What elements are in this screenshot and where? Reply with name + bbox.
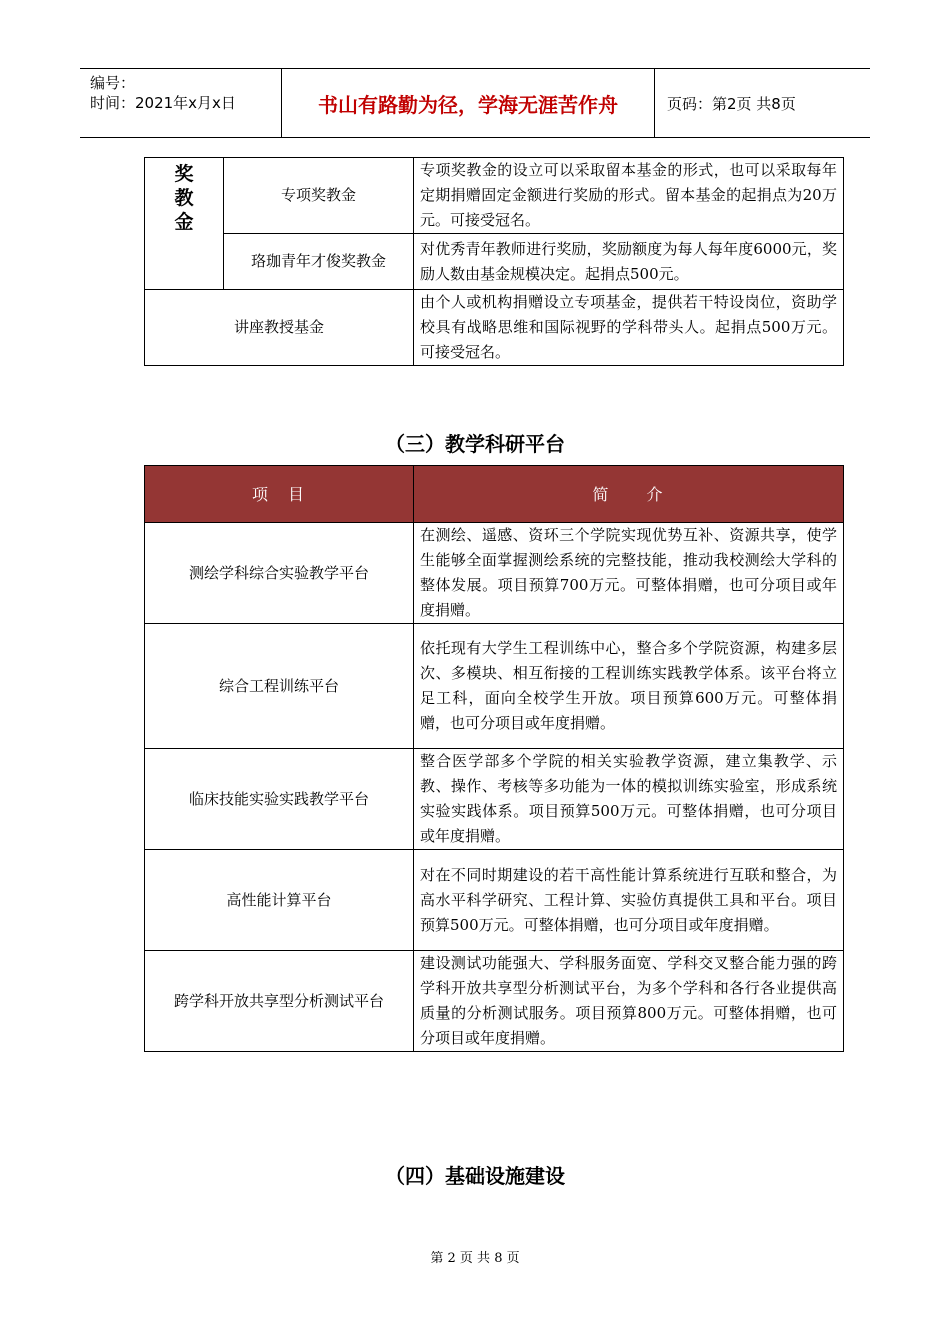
platform-desc: 整合医学部多个学院的相关实验教学资源，建立集教学、示教、操作、考核等多功能为一体的模拟训练实验室，形成系统实验实践体系。项目预算500万元。可整体捐赠，也可分项目或年度捐赠。 bbox=[414, 749, 844, 850]
header-page-number: 页码：第2页 共8页 bbox=[667, 94, 796, 113]
platform-name: 测绘学科综合实验教学平台 bbox=[145, 523, 414, 624]
table-row bbox=[145, 624, 844, 749]
award-name: 珞珈青年才俊奖教金 bbox=[224, 234, 414, 290]
platform-desc: 建设测试功能强大、学科服务面宽、学科交叉整合能力强的跨学科开放共享型分析测试平台，为多个学科和各行各业提供高质量的分析测试服务。项目预算800万元。可整体捐赠，也可分项目或年度捐赠。 bbox=[414, 951, 844, 1052]
column-header: 项 目 bbox=[145, 466, 414, 523]
table-row bbox=[145, 850, 844, 951]
award-name: 讲座教授基金 bbox=[145, 290, 414, 366]
platform-desc: 依托现有大学生工程训练中心，整合多个学院资源，构建多层次、多模块、相互衔接的工程训练实践教学体系。该平台将立足工科，面向全校学生开放。项目预算600万元。可整体捐赠，也可分项目或年度捐赠。 bbox=[414, 624, 844, 749]
column-header: 简 介 bbox=[414, 466, 844, 523]
side-label-char: 教 bbox=[174, 187, 194, 209]
side-label-char: 奖 bbox=[174, 163, 194, 185]
platform-desc: 在测绘、遥感、资环三个学院实现优势互补、资源共享，使学生能够全面掌握测绘系统的完整技能，推动我校测绘大学科的整体发展。项目预算700万元。可整体捐赠，也可分项目或年度捐赠。 bbox=[414, 523, 844, 624]
table-row bbox=[145, 749, 844, 850]
time-label: 时间：2021年x月x日 bbox=[90, 94, 236, 112]
header-meta bbox=[80, 69, 282, 137]
number-label: 编号： bbox=[90, 74, 136, 92]
platform-name: 高性能计算平台 bbox=[145, 850, 414, 951]
platform-desc: 对在不同时期建设的若干高性能计算系统进行互联和整合，为高水平科学研究、工程计算、实验仿真提供工具和平台。项目预算500万元。可整体捐赠，也可分项目或年度捐赠。 bbox=[414, 850, 844, 951]
table-row bbox=[145, 158, 844, 234]
table-header-row bbox=[145, 466, 844, 523]
awards-table bbox=[144, 157, 844, 366]
table-row bbox=[145, 290, 844, 366]
side-label bbox=[145, 158, 224, 290]
platform-table bbox=[144, 465, 844, 1052]
table-row bbox=[145, 234, 844, 290]
platform-name: 跨学科开放共享型分析测试平台 bbox=[145, 951, 414, 1052]
page-footer: 第 2 页 共 8 页 bbox=[430, 1251, 520, 1266]
table-row bbox=[145, 523, 844, 624]
side-label-char: 金 bbox=[174, 211, 194, 233]
platform-name: 临床技能实验实践教学平台 bbox=[145, 749, 414, 850]
award-desc: 专项奖教金的设立可以采取留本基金的形式，也可以采取每年定期捐赠固定金额进行奖励的形式。留本基金的起捐点为20万元。可接受冠名。 bbox=[414, 158, 844, 234]
side-label-text bbox=[146, 162, 222, 234]
award-name: 专项奖教金 bbox=[224, 158, 414, 234]
platform-name: 综合工程训练平台 bbox=[145, 624, 414, 749]
page-header bbox=[80, 68, 870, 138]
section-title: （四）基础设施建设 bbox=[385, 1164, 565, 1188]
award-desc: 对优秀青年教师进行奖励，奖励额度为每人每年度6000元，奖励人数由基金规模决定。起捐点500元。 bbox=[414, 234, 844, 290]
section-title: （三）教学科研平台 bbox=[385, 432, 565, 456]
header-motto: 书山有路勤为径，学海无涯苦作舟 bbox=[282, 69, 655, 137]
table-row bbox=[145, 951, 844, 1052]
award-desc: 由个人或机构捐赠设立专项基金，提供若干特设岗位，资助学校具有战略思维和国际视野的学科带头人。起捐点500万元。可接受冠名。 bbox=[414, 290, 844, 366]
